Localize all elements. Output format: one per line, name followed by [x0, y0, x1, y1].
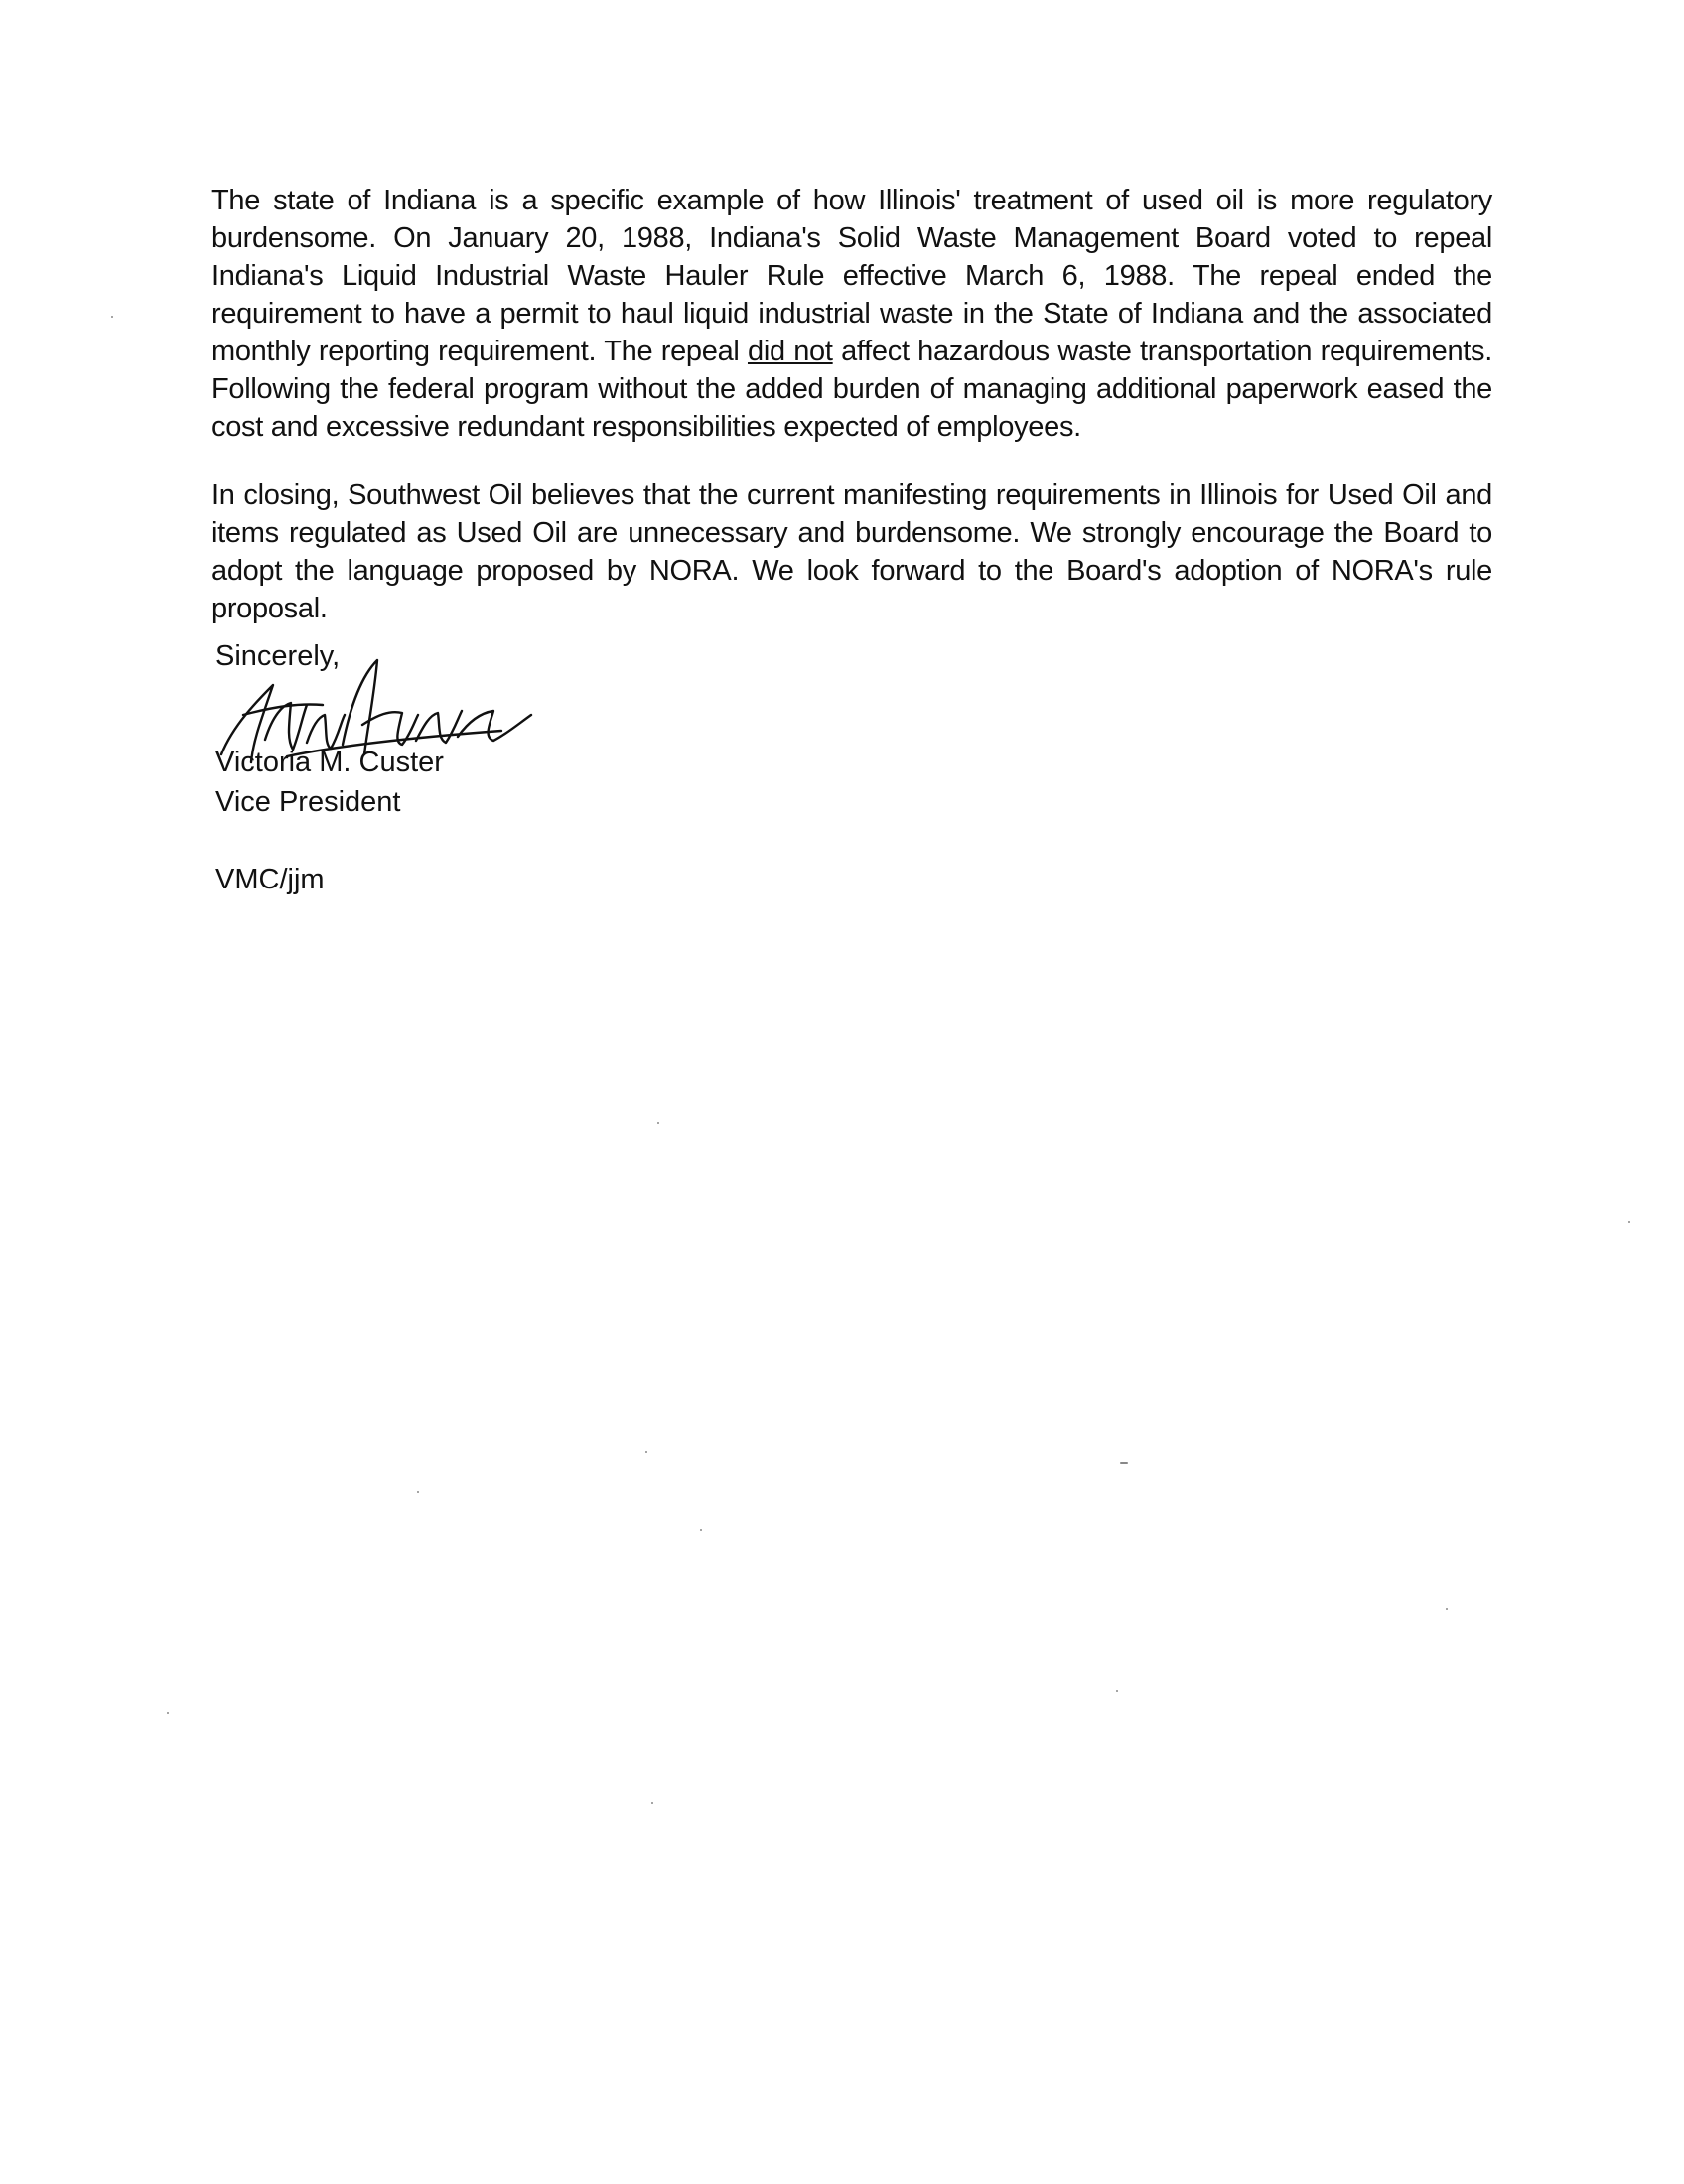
paragraph-1-text-start: The state of Indiana is a specific example of how Illinois' treatment of used oil is more regulatory burdensome. On January 20, 1988, Indiana's Solid Waste Management Board voted to repeal Indiana's Liquid Industrial Waste Hauler Rule effective March 6, 1988. The repeal ended the requirement to have a permit to haul liquid industrial waste in the State of Indiana and the associated monthly reporting requirement. The repeal — [211, 185, 1492, 367]
scan-speck — [645, 1451, 647, 1453]
scan-speck — [700, 1529, 702, 1531]
scan-speck — [657, 1122, 659, 1124]
scan-speck — [1628, 1221, 1630, 1223]
signer-name: Victoria M. Custer — [215, 747, 444, 778]
scan-speck — [417, 1491, 419, 1493]
scan-speck — [167, 1712, 169, 1714]
scan-speck — [1120, 1462, 1128, 1464]
underlined-emphasis: did not — [747, 336, 833, 367]
scan-speck — [651, 1802, 653, 1804]
closing-salutation: Sincerely, — [215, 640, 341, 672]
scan-speck — [1446, 1608, 1448, 1610]
paragraph-indiana-example — [211, 182, 1492, 446]
signer-title: Vice President — [215, 786, 401, 818]
reference-initials: VMC/jjm — [215, 864, 325, 895]
scan-speck — [1116, 1690, 1118, 1692]
paragraph-1-text-end: affect hazardous waste transportation requirements. Following the federal program without the added burden of managing additional paperwork eased the cost and excessive redundant responsibilities expected of employees. — [211, 336, 1492, 443]
scan-speck — [111, 316, 113, 318]
paragraph-closing-statement: In closing, Southwest Oil believes that the current manifesting requirements in Illinois for Used Oil and items regulated as Used Oil are unnecessary and burdensome. We strongly encourage the Board to adopt the language proposed by NORA. We look forward to the Board's adoption of NORA's rule proposal. — [211, 479, 1492, 624]
